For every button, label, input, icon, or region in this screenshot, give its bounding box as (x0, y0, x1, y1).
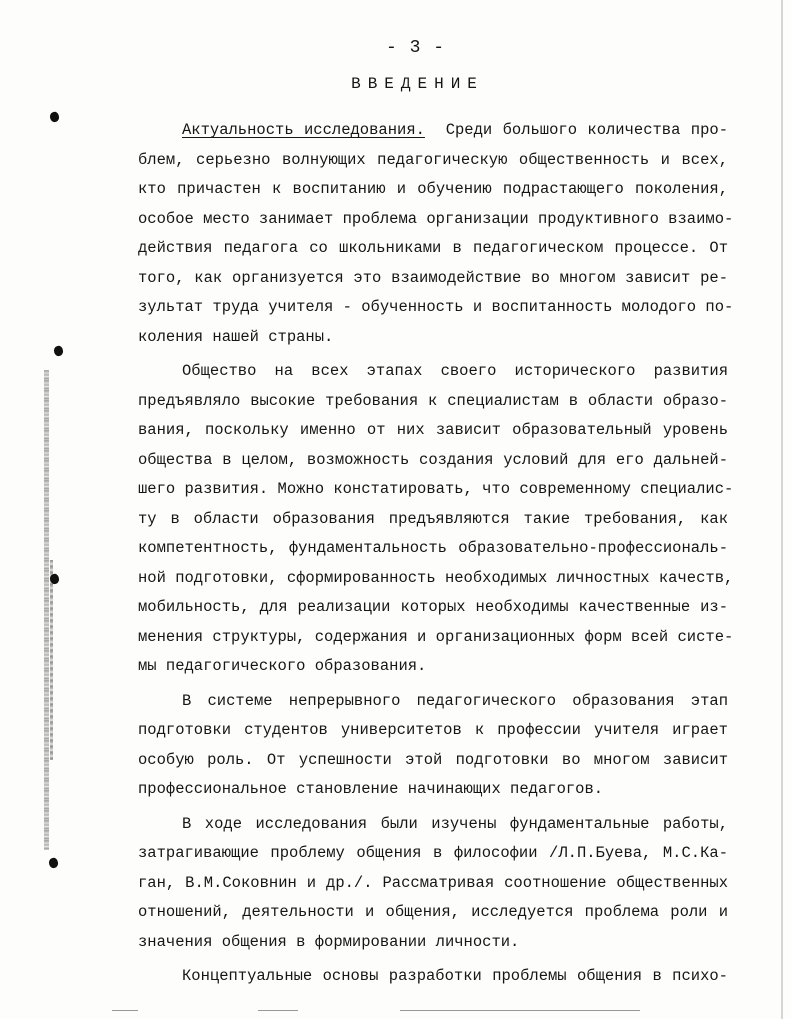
paragraph-line: подготовки студентов университетов к профессии учителя играет (138, 721, 728, 739)
paragraph-line: менения структуры, содержания и организационных форм всей систе- (138, 627, 734, 646)
paragraph-line: общества в целом, возможность создания условий для его дальней- (138, 450, 728, 469)
punch-hole (48, 857, 60, 869)
paragraph-line: зультат труда учителя - обученность и воспитанность молодого по- (138, 298, 734, 316)
paragraph-line: действия педагога со школьниками в педагогическом процессе. От (138, 239, 728, 257)
paragraph-line: того, как организуется это взаимодействие во многом зависит ре- (138, 268, 728, 287)
scan-mark (258, 1010, 298, 1011)
binding-strip (44, 370, 49, 850)
paragraph-line: особую роль. От успешности этой подготовки во многом зависит (138, 750, 728, 769)
page-number: - 3 - (385, 38, 445, 58)
paragraph-line: значения общения в формировании личности. (138, 932, 520, 951)
paragraph-line: кто причастен к воспитанию и обучению подрастающего поколения, (138, 180, 728, 198)
page-title: ВВЕДЕНИЕ (351, 75, 484, 93)
paragraph-line: Концептуальные основы разработки проблемы общения в психо- (182, 967, 728, 985)
paragraph-line: мы педагогического образования. (138, 657, 427, 675)
paragraph-line (138, 116, 728, 146)
paragraph-line: ган, В.М.Соковнин и др./. Рассматривая соотношение общественных (138, 873, 728, 892)
paragraph-line: вания, поскольку именно от них зависит образовательный уровень (138, 421, 728, 439)
scan-edge (781, 0, 783, 1019)
paragraph-line: ной подготовки, сформированность необходимых личностных качеств, (138, 568, 734, 587)
paragraph-line: отношений, деятельности и общения, исследуется проблема роли и (138, 903, 728, 921)
paragraph-line: затрагивающие проблему общения в философии /Л.П.Буева, М.С.Ка- (138, 844, 728, 862)
paragraph-line: мобильность, для реализации которых необходимы качественные из- (138, 598, 728, 616)
punch-hole (53, 345, 65, 357)
paragraph-line: компетентность, фундаментальность образовательно-профессиональ- (138, 539, 728, 557)
paragraph-line: профессиональное становление начинающих педагогов. (138, 780, 604, 798)
paragraph-line: особое место занимает проблема организации продуктивного взаимо- (138, 209, 734, 228)
paragraph-line: предъявляло высокие требования к специалистам в области образо- (138, 391, 728, 410)
section-heading: Актуальность исследования. (182, 121, 425, 139)
paragraph-line: ту в области образования предъявляются такие требования, как (138, 509, 728, 528)
paragraph-line: коления нашей страны. (138, 327, 334, 346)
paragraph-line: Общество на всех этапах своего исторического развития (182, 362, 728, 380)
paragraph-line: блем, серьезно волнующих педагогическую общественность и всех, (138, 150, 728, 169)
punch-hole (49, 111, 61, 123)
paragraph-line: В системе непрерывного педагогического образования этап (182, 691, 728, 710)
scan-mark (112, 1010, 138, 1011)
paragraph-line: шего развития. Можно констатировать, что современному специалис- (138, 480, 734, 498)
paragraph-line: В ходе исследования были изучены фундаментальные работы, (182, 814, 728, 833)
binding-strip-inner (50, 560, 53, 760)
heading-continuation: Среди большого количества про- (424, 121, 729, 139)
body-text (138, 116, 734, 992)
scan-mark (400, 1010, 640, 1011)
